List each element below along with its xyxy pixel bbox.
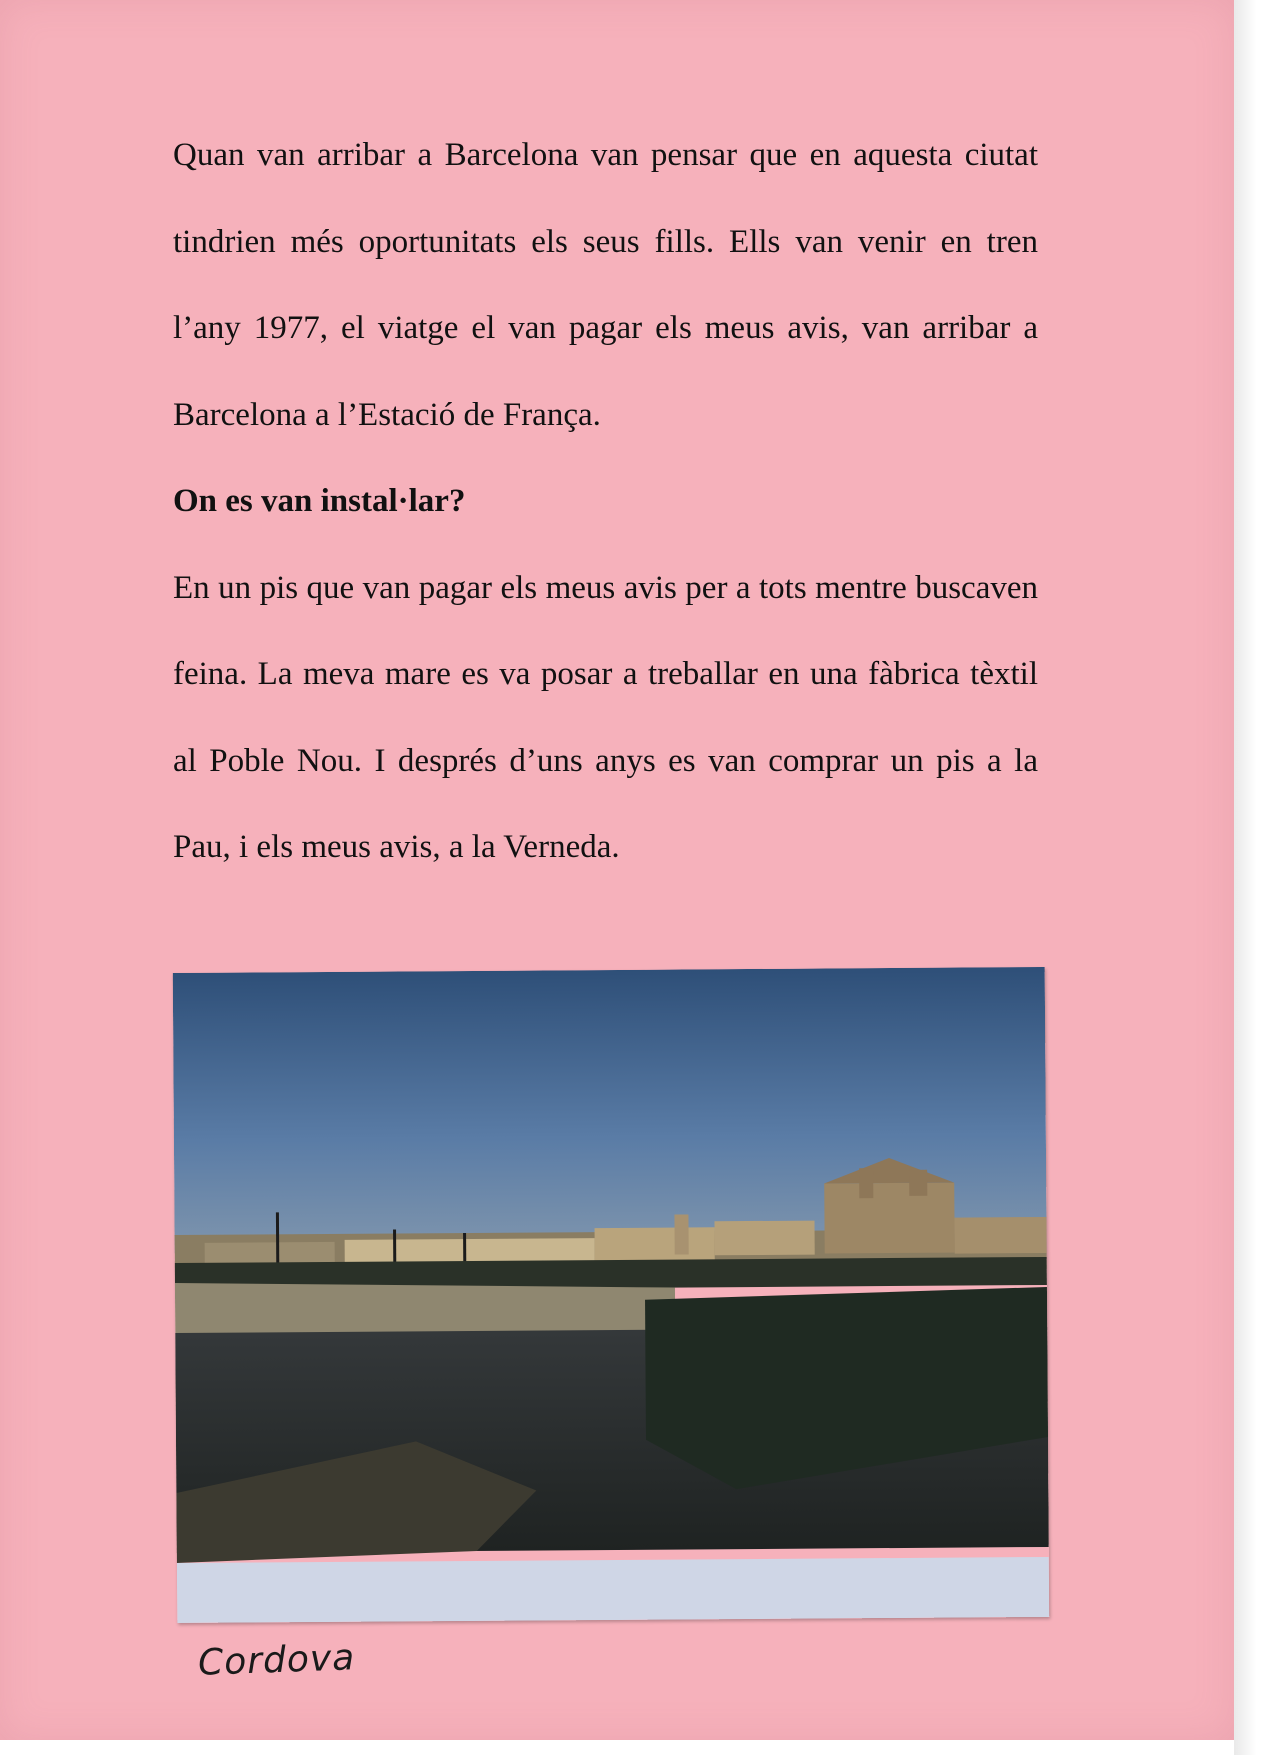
text-block: [173, 112, 1038, 891]
scan-margin: [1234, 0, 1272, 1755]
paragraph-arrival: Quan van arribar a Barcelona van pensar que en aquesta ciutat tindrien més oportunitats els seus fills. Ells van venir en tren l’any 1977, el viatge el van pagar els meus avis, van arribar a Barcelona a l’Estació de França.: [173, 137, 1038, 433]
photo-drawing: [173, 967, 1050, 1623]
photo-caption: Cordova: [197, 1637, 356, 1684]
section-heading: On es van instal·lar?: [173, 483, 466, 519]
paragraph-settlement: En un pis que van pagar els meus avis per a tots mentre buscaven feina. La meva mare es va posar a treballar en una fàbrica tèxtil al Poble Nou. I després d’uns anys es van comprar un pis a la Pau, i els meus avis, a la Verneda.: [173, 569, 1038, 865]
photo-white-border: [177, 1557, 1049, 1623]
photo-cordoba-bridge: [173, 967, 1050, 1623]
